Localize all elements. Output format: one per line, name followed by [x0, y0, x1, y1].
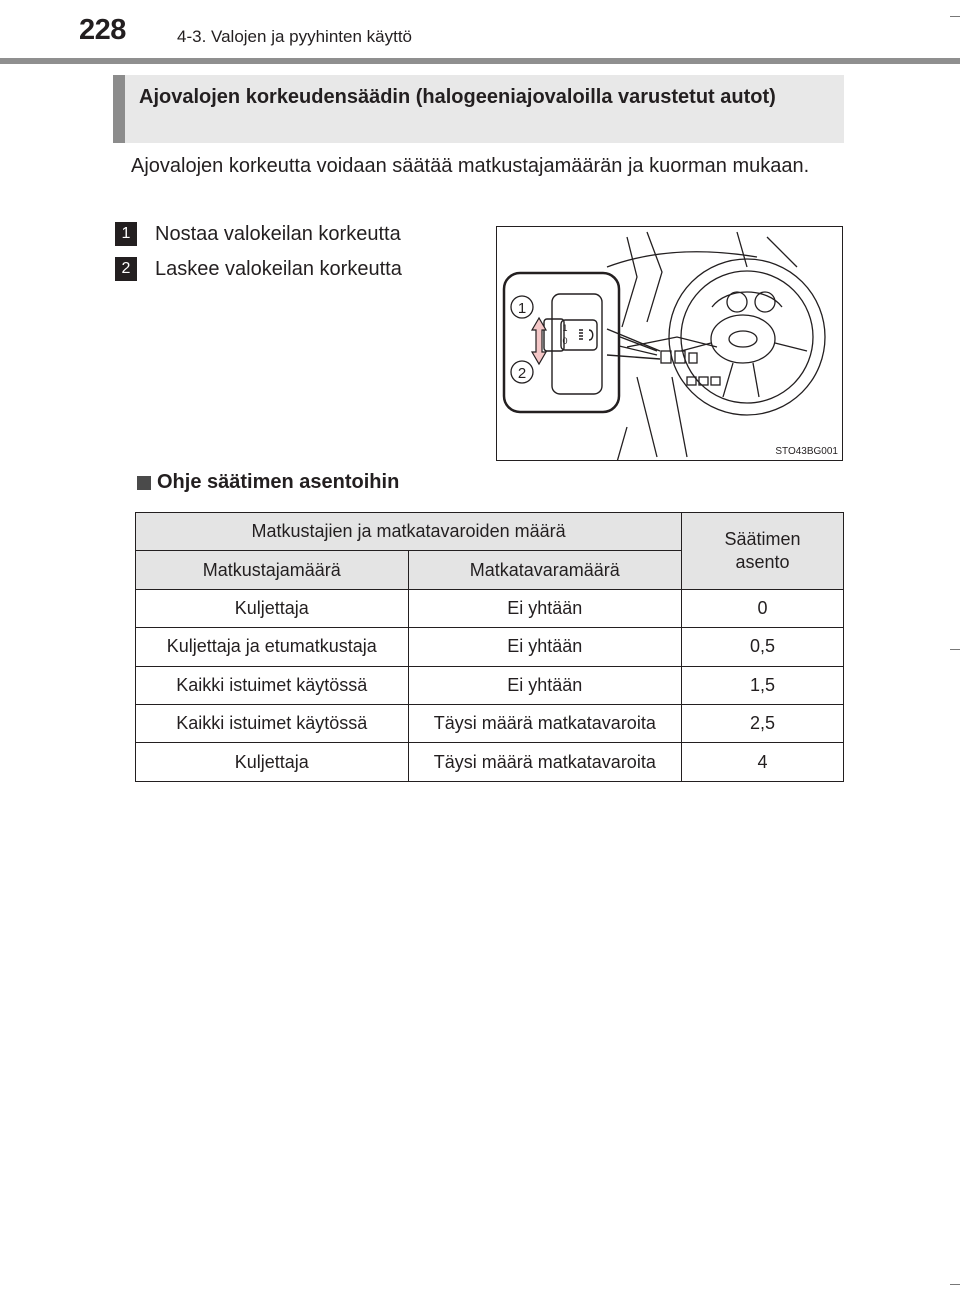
table-row [136, 666, 844, 704]
table-cell: 4 [682, 743, 844, 781]
table-cell: Kuljettaja [136, 589, 409, 627]
callout-2-label: 2 [517, 365, 527, 382]
figure-code: STO43BG001 [775, 446, 838, 457]
callout-1-label: 1 [517, 300, 527, 317]
step-label: Laskee valokeilan korkeutta [155, 257, 402, 280]
table-cell: 0,5 [682, 628, 844, 666]
chapter-title: 4-3. Valojen ja pyyhinten käyttö [177, 27, 412, 46]
table-position-header: Säätimen asento [682, 513, 844, 590]
table-cell: 1,5 [682, 666, 844, 704]
crop-mark [950, 649, 960, 650]
subsection-heading [137, 471, 399, 494]
crop-mark [950, 16, 960, 17]
table-row [136, 628, 844, 666]
table-cell: Täysi määrä matkatavaroita [408, 743, 682, 781]
table-cell: Kuljettaja [136, 743, 409, 781]
header-rule [0, 58, 960, 64]
table-column-header-passengers: Matkustajamäärä [136, 551, 409, 589]
table-cell: 0 [682, 589, 844, 627]
adjuster-position-table [135, 512, 844, 782]
table-cell: 2,5 [682, 704, 844, 742]
steering-wheel-illustration [497, 227, 843, 461]
table-cell: Ei yhtään [408, 628, 682, 666]
table-row [136, 704, 844, 742]
section-body: Ajovalojen korkeutta voidaan säätää matkustajamäärän ja kuorman mukaan. [131, 155, 810, 177]
section-heading: Ajovalojen korkeudensäädin (halogeeniajovaloilla varustetut autot) [113, 75, 844, 143]
table-cell: Kuljettaja ja etumatkustaja [136, 628, 409, 666]
dial-mark-0: 0 [562, 336, 568, 346]
subsection-title: Ohje säätimen asentoihin [157, 471, 400, 493]
step-number-badge: 2 [115, 257, 137, 281]
table-column-header-luggage: Matkatavaramäärä [408, 551, 682, 589]
table-row [136, 743, 844, 781]
crop-mark [950, 1284, 960, 1285]
square-bullet-icon [137, 476, 151, 490]
step-lower [115, 256, 402, 282]
dashboard-illustration [496, 226, 843, 461]
table-group-header: Matkustajien ja matkatavaroiden määrä [136, 513, 682, 551]
page-number: 228 [79, 14, 126, 46]
step-raise [115, 221, 401, 247]
table-cell: Kaikki istuimet käytössä [136, 704, 409, 742]
step-number-badge: 1 [115, 222, 137, 246]
table-cell: Täysi määrä matkatavaroita [408, 704, 682, 742]
table-cell: Ei yhtään [408, 589, 682, 627]
dial-mark-1: 1 [562, 323, 568, 333]
step-label: Nostaa valokeilan korkeutta [155, 222, 401, 245]
table-cell: Kaikki istuimet käytössä [136, 666, 409, 704]
table-row [136, 589, 844, 627]
table-cell: Ei yhtään [408, 666, 682, 704]
